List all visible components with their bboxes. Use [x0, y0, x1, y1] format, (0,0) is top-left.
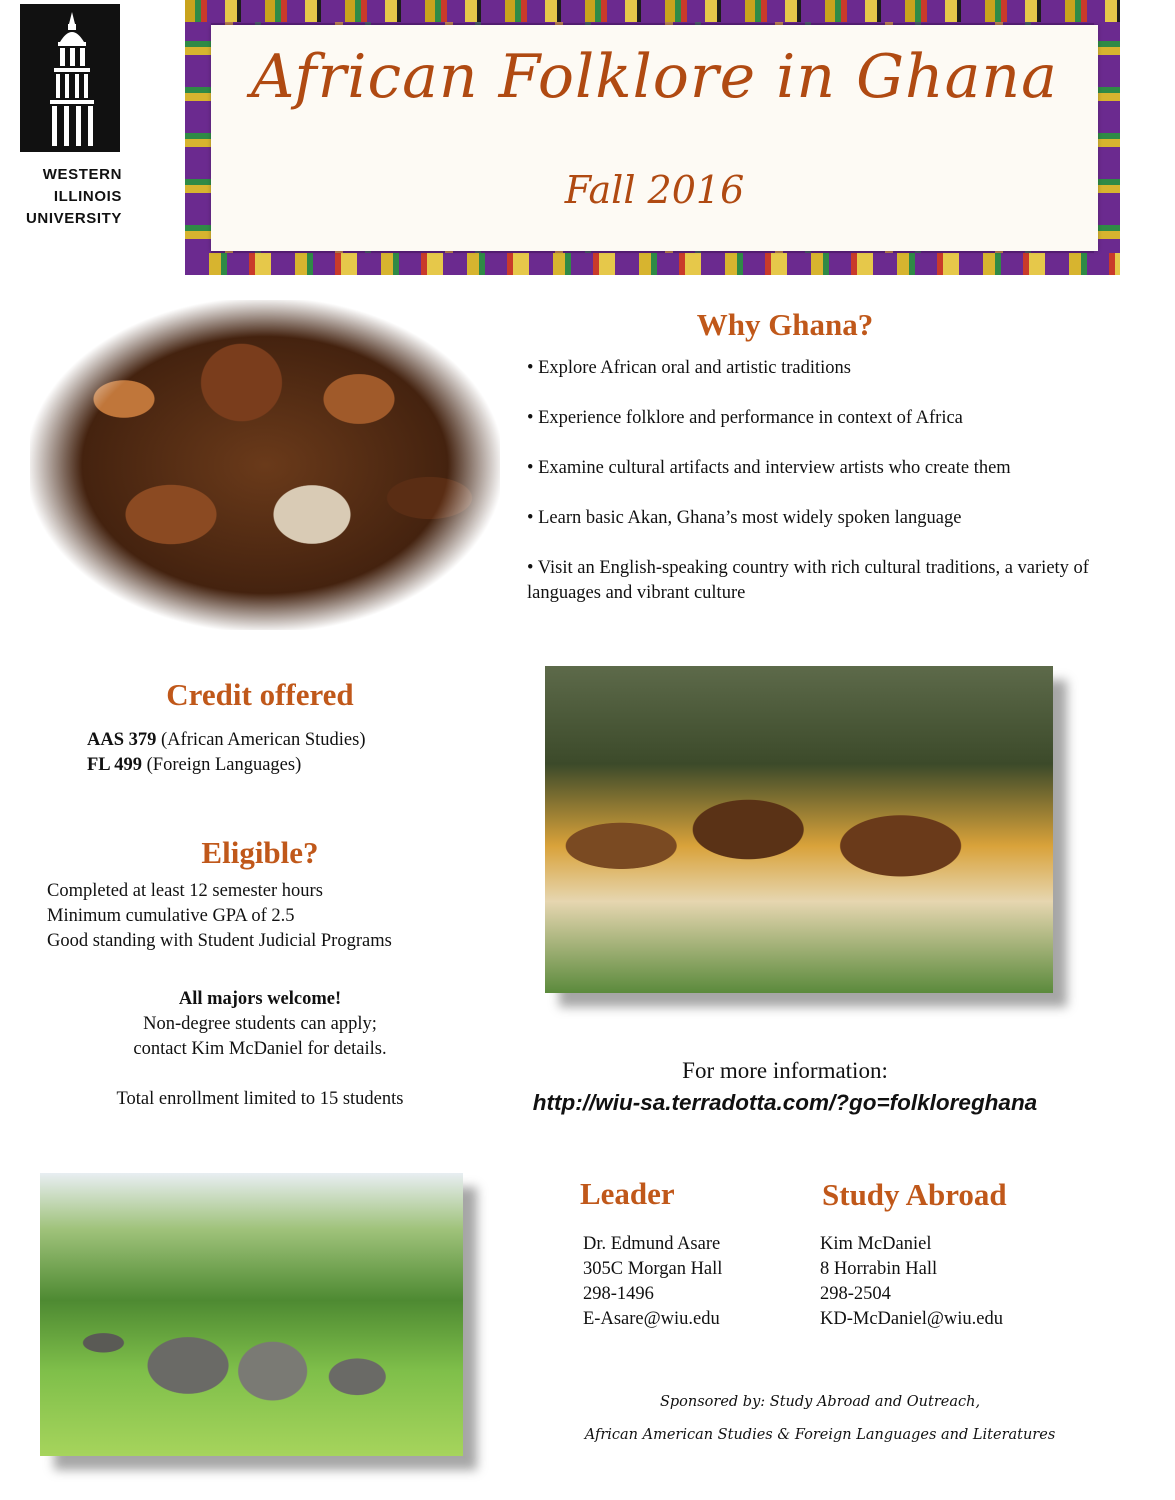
eligibility-line: Minimum cumulative GPA of 2.5 — [47, 906, 295, 926]
enrollment-limit-text: Total enrollment limited to 15 students — [116, 1089, 404, 1109]
sponsor-line: Sponsored by: Study Abroad and Outreach, — [659, 1394, 981, 1410]
course-line — [87, 753, 507, 778]
kente-strip-left — [185, 22, 211, 253]
more-info-label: For more information: — [682, 1058, 888, 1083]
list-item: • Examine cultural artifacts and interview artists who create them — [527, 458, 1011, 478]
study-abroad-heading: Study Abroad — [822, 1177, 1007, 1212]
elephants-photo — [40, 1173, 463, 1456]
eligibility-list — [47, 879, 507, 954]
majors-title: All majors welcome! — [178, 989, 342, 1009]
course-code: FL 499 — [87, 755, 142, 775]
list-item: • Visit an English-speaking country with rich cultural traditions, a variety of languages and vibrant culture — [527, 558, 1089, 603]
majors-welcome-block — [60, 987, 460, 1062]
credit-offered-heading: Credit offered — [166, 677, 354, 712]
eligibility-line: Good standing with Student Judicial Programs — [47, 931, 392, 951]
african-masks-photo — [30, 300, 500, 630]
course-code: AAS 379 — [87, 730, 157, 750]
list-item: • Experience folklore and performance in context of Africa — [527, 408, 963, 428]
logo-text-university: UNIVERSITY — [25, 210, 122, 227]
banner-subtitle: Fall 2016 — [564, 168, 745, 212]
course-line — [87, 728, 507, 753]
more-info-url-link[interactable]: http://wiu-sa.terradotta.com/?go=folkloreghana — [532, 1090, 1038, 1115]
study-abroad-name: Kim McDaniel — [820, 1234, 932, 1254]
leader-heading: Leader — [580, 1176, 675, 1211]
why-ghana-heading: Why Ghana? — [696, 307, 874, 342]
logo-text-western: WESTERN — [42, 166, 122, 183]
kente-strip-bottom — [185, 253, 1120, 275]
why-ghana-list — [527, 356, 1117, 631]
leader-name: Dr. Edmund Asare — [583, 1234, 721, 1254]
university-tower-icon — [20, 4, 120, 152]
list-item: • Learn basic Akan, Ghana’s most widely spoken language — [527, 508, 962, 528]
sponsor-credit — [500, 1386, 1140, 1452]
ghanaian-dancers-photo — [545, 666, 1053, 993]
logo-text-illinois: ILLINOIS — [53, 188, 122, 205]
study-abroad-office: 8 Horrabin Hall — [820, 1259, 938, 1279]
majors-line: Non-degree students can apply; — [143, 1014, 377, 1034]
majors-line: contact Kim McDaniel for details. — [133, 1039, 387, 1059]
study-abroad-email-link[interactable]: KD-McDaniel@wiu.edu — [820, 1309, 1003, 1329]
leader-office: 305C Morgan Hall — [583, 1259, 723, 1279]
eligibility-line: Completed at least 12 semester hours — [47, 881, 323, 901]
list-item: • Explore African oral and artistic traditions — [527, 358, 851, 378]
kente-strip-top — [185, 0, 1120, 22]
course-description: (African American Studies) — [161, 730, 366, 750]
sponsor-line: African American Studies & Foreign Languages and Literatures — [584, 1427, 1056, 1443]
study-abroad-contact — [820, 1232, 1080, 1332]
leader-phone: 298-1496 — [583, 1284, 654, 1304]
course-description: (Foreign Languages) — [146, 755, 302, 775]
leader-email-link[interactable]: E-Asare@wiu.edu — [583, 1309, 720, 1329]
leader-contact — [583, 1232, 813, 1332]
banner-title: African Folklore in Ghana — [251, 42, 1058, 112]
eligible-heading: Eligible? — [201, 835, 319, 870]
credit-course-list — [87, 728, 507, 778]
study-abroad-phone: 298-2504 — [820, 1284, 891, 1304]
